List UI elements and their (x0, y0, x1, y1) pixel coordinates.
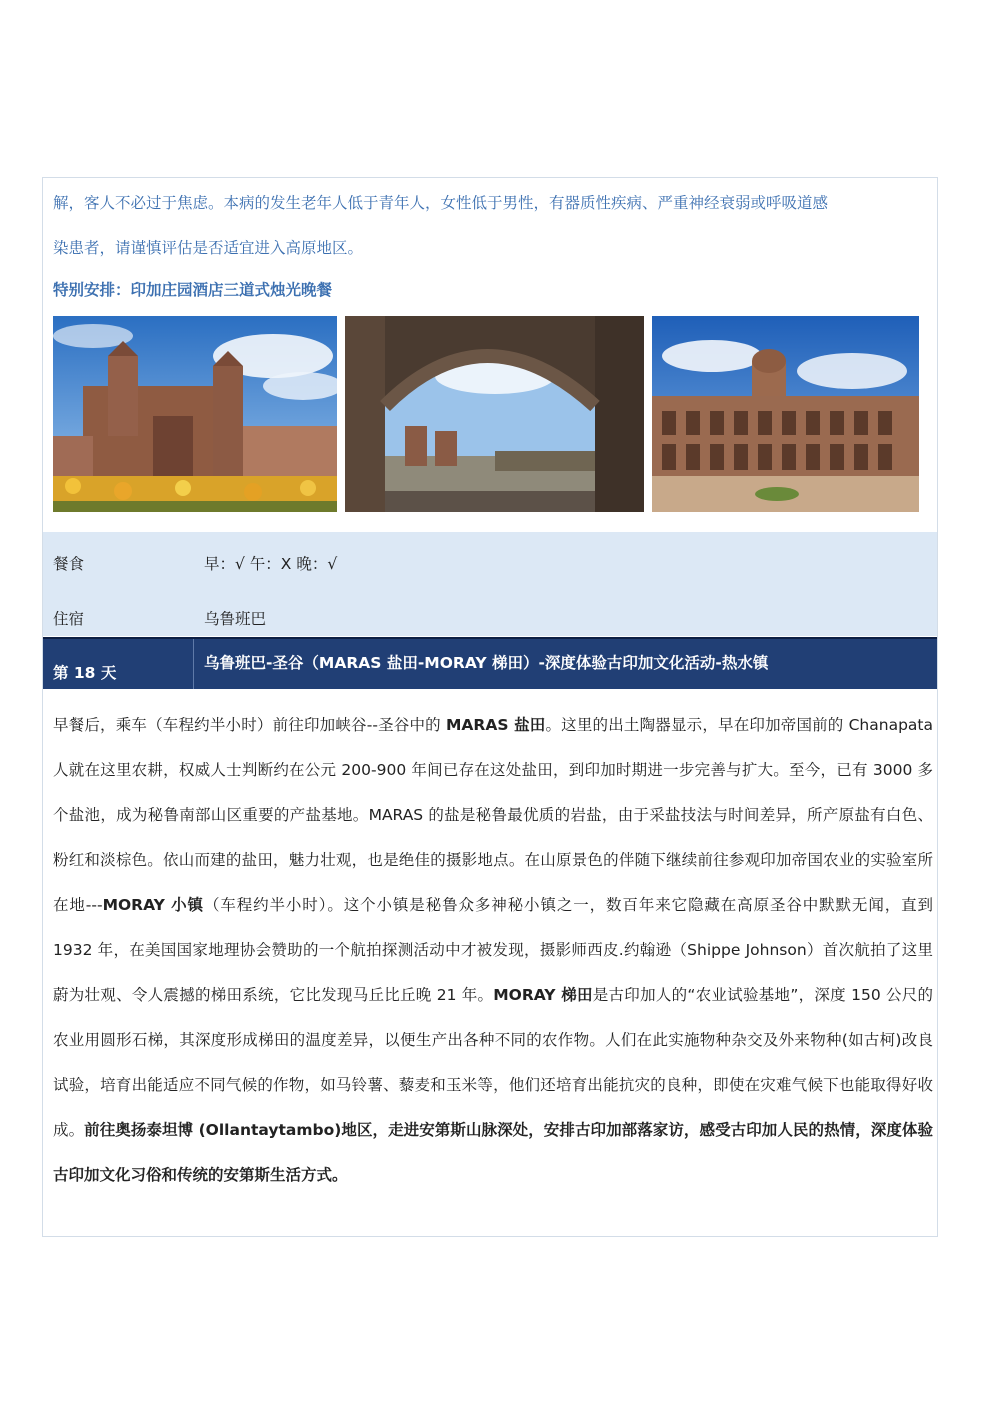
itinerary-card (42, 177, 938, 1237)
courtyard-photo (652, 316, 919, 512)
day-header (43, 637, 937, 689)
body-text-2: 。这里的出土陶器显示，早在印加帝国前的 Chanapata 人就在这里农耕，权威人士判断约在公元 200-900 年间已存在这处盐田，到印加时期进一步完善与扩大。至今，已有 3000 多个盐池，成为秘鲁南部山区重要的产盐基地。MARAS 的盐是秘鲁最优质的岩盐，由于采盐技法与时间差异，所产原盐有白色、粉红和淡棕色。依山而建的盐田，魅力壮观，也是绝佳的摄影地点。在山原景色的伴随下继续前往参观印加帝国农业的实验室所在地--- (53, 716, 933, 914)
body-text-3: （车程约半小时）。这个小镇是秘鲁众多神秘小镇之一，数百年来它隐藏在高原圣谷中默默无闻，直到 1932 年，在美国国家地理协会赞助的一个航拍探测活动中才被发现，摄影师西皮.约翰逊（Shippe Johnson）首次航拍了这里蔚为壮观、令人震撼的梯田系统，它比发现马丘比丘晚 21 年。 (53, 896, 934, 1004)
day-label: 第 18 天 (53, 664, 117, 682)
meal-label: 餐食 (53, 555, 85, 573)
meal-row (53, 552, 338, 574)
body-bold-moray-terraces: MORAY 梯田 (493, 986, 593, 1004)
stay-row (53, 607, 267, 629)
day-route: 乌鲁班巴-圣谷（MARAS 盐田-MORAY 梯田）-深度体验古印加文化活动-热水镇 (204, 654, 769, 672)
body-bold-ollantaytambo: 前往奥扬泰坦博 (Ollantaytambo)地区，走进安第斯山脉深处，安排古印加部落家访，感受古印加人民的热情，深度体验古印加文化习俗和传统的安第斯生活方式。 (53, 1121, 933, 1184)
header-divider (193, 639, 194, 689)
stay-value: 乌鲁班巴 (204, 610, 267, 628)
special-arrangement: 特别安排：印加庄园酒店三道式烛光晚餐 (53, 281, 333, 299)
intro-text (53, 190, 933, 262)
arch-view-photo (345, 316, 644, 512)
body-bold-moray-town: MORAY 小镇 (102, 896, 204, 914)
info-table (43, 532, 937, 636)
day-description (53, 703, 933, 1198)
meal-value: 早：√ 午：X 晚：√ (204, 555, 338, 573)
stay-label: 住宿 (53, 610, 85, 628)
body-text-1: 早餐后，乘车（车程约半小时）前往印加峡谷--圣谷中的 (53, 716, 446, 734)
intro-line-2: 染患者，请谨慎评估是否适宜进入高原地区。 (53, 239, 364, 257)
cusco-cathedral-photo (53, 316, 337, 512)
body-bold-maras: MARAS 盐田 (445, 716, 546, 734)
intro-line-1: 解，客人不必过于焦虑。本病的发生老年人低于青年人，女性低于男性，有器质性疾病、严重神经衰弱或呼吸道感 (53, 194, 829, 212)
body-text-4: 是古印加人的“农业试验基地”，深度 150 公尺的农业用圆形石梯，其深度形成梯田的温度差异，以便生产出各种不同的农作物。人们在此实施物种杂交及外来物种(如古柯)改良试验，培育出能适应不同气候的作物，如马铃薯、藜麦和玉米等，他们还培育出能抗灾的良种，即使在灾难气候下也能取得好收成。 (53, 986, 933, 1139)
